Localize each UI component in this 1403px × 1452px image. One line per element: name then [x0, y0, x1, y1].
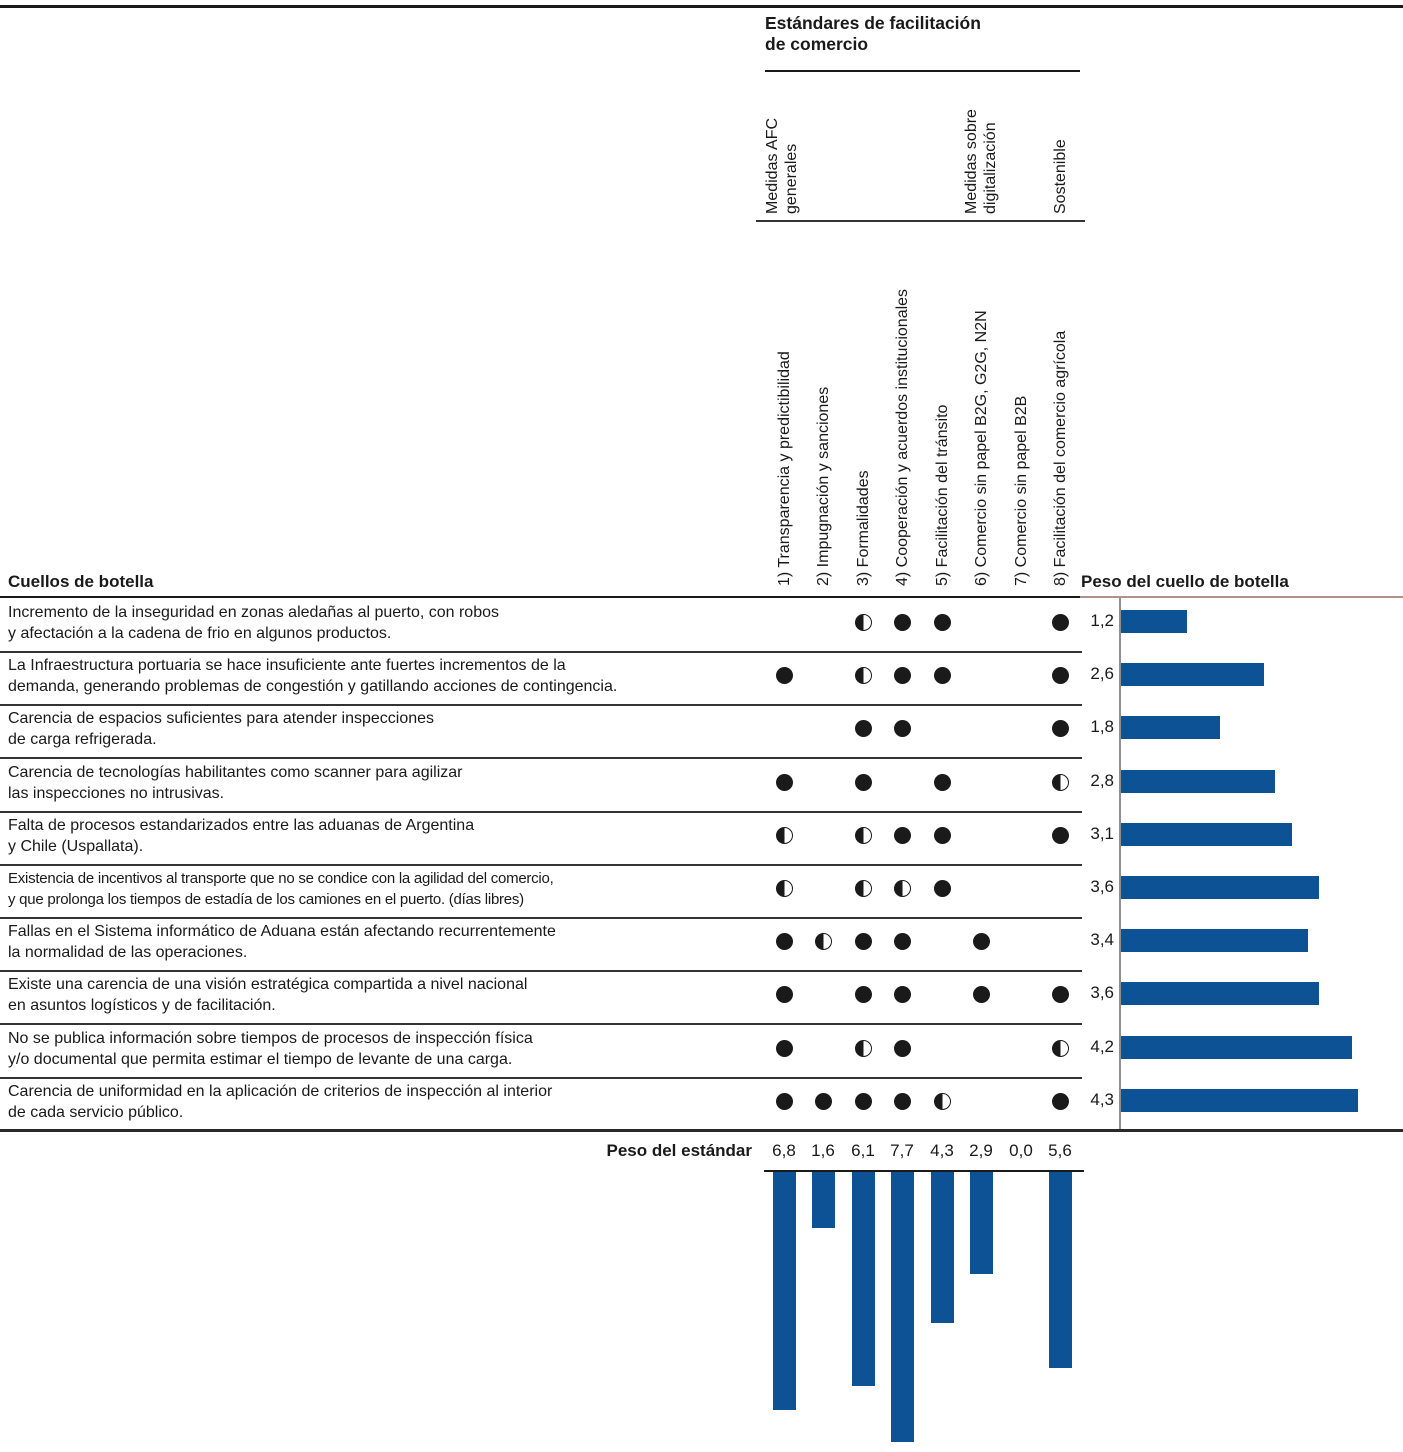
- row-weight-value: 3,1: [1090, 824, 1114, 843]
- bottleneck-label-line: Carencia de tecnologías habilitantes como scanner para agilizar: [8, 764, 463, 781]
- relation-dot-full: [776, 1093, 793, 1110]
- bottleneck-row: [0, 704, 1403, 757]
- bottleneck-label-line: y Chile (Uspallata).: [8, 838, 144, 855]
- column-group-label-line: Medidas sobre: [963, 109, 980, 214]
- row-weight-bar: [1121, 716, 1220, 739]
- bottleneck-label: [8, 762, 770, 804]
- standard-weight-bar: [773, 1172, 796, 1410]
- row-weight-value: 1,8: [1090, 717, 1114, 736]
- relation-dot-full: [855, 720, 872, 737]
- bottleneck-row: [0, 1077, 1403, 1130]
- standard-weight-bar: [931, 1172, 954, 1323]
- column-label: 1) Transparencia y predictibilidad: [775, 351, 793, 586]
- column-label: 3) Formalidades: [854, 470, 872, 586]
- bottleneck-label-line: en asuntos logísticos y de facilitación.: [8, 997, 276, 1014]
- standard-weight-bar: [970, 1172, 993, 1274]
- relation-dot-half: [776, 880, 793, 897]
- relation-dot-half: [855, 880, 872, 897]
- standards-title: [765, 13, 981, 55]
- bottleneck-row: [0, 598, 1403, 651]
- standard-weight-bar: [852, 1172, 875, 1386]
- row-weight-bar: [1121, 982, 1319, 1005]
- row-weight-bar: [1121, 1036, 1352, 1059]
- relation-dot-full: [934, 827, 951, 844]
- row-weight-bar: [1121, 876, 1319, 899]
- standards-title-line1: Estándares de facilitación: [765, 13, 981, 33]
- row-weight-value: 2,8: [1090, 771, 1114, 790]
- bottleneck-label-line: y/o documental que permita estimar el tiempo de levante de una carga.: [8, 1051, 513, 1068]
- bottleneck-label-line: Carencia de espacios suficientes para atender inspecciones: [8, 710, 435, 727]
- relation-dot-full: [815, 1093, 832, 1110]
- relation-dot-full: [934, 880, 951, 897]
- bottleneck-row: [0, 917, 1403, 970]
- relation-dot-half: [855, 827, 872, 844]
- relation-dot-full: [934, 774, 951, 791]
- row-weight-value: 3,4: [1090, 930, 1114, 949]
- relation-dot-full: [894, 1093, 911, 1110]
- bottleneck-label: [8, 655, 770, 697]
- relation-dot-full: [894, 827, 911, 844]
- standards-title-line2: de comercio: [765, 34, 869, 54]
- relation-dot-half: [815, 933, 832, 950]
- column-group-label: [1051, 139, 1070, 214]
- standard-weight-value: 6,8: [772, 1141, 796, 1160]
- relation-dot-half: [855, 614, 872, 631]
- bottleneck-label-line: Incremento de la inseguridad en zonas aledañas al puerto, con robos: [8, 604, 499, 621]
- bottleneck-label: [8, 921, 770, 963]
- standard-weight-header: Peso del estándar: [606, 1141, 752, 1160]
- standard-weight-value: 5,6: [1048, 1141, 1072, 1160]
- relation-dot-half: [776, 827, 793, 844]
- bottleneck-label-line: y que prolonga los tiempos de estadía de los camiones en el puerto. (días libres): [8, 891, 524, 908]
- relation-dot-full: [776, 667, 793, 684]
- bottleneck-row: [0, 758, 1403, 811]
- relation-dot-full: [855, 1093, 872, 1110]
- column-label: 4) Cooperación y acuerdos institucionales: [893, 288, 911, 586]
- relation-dot-full: [894, 667, 911, 684]
- column-label: 2) Impugnación y sanciones: [814, 386, 832, 586]
- bottleneck-label: [8, 602, 770, 644]
- relation-dot-half: [855, 1040, 872, 1057]
- column-group-label-line: digitalización: [982, 122, 999, 214]
- bottleneck-label-line: la normalidad de las operaciones.: [8, 944, 248, 961]
- standard-weight-value: 1,6: [811, 1141, 835, 1160]
- relation-dot-full: [776, 986, 793, 1003]
- bottleneck-label: [8, 815, 770, 857]
- row-weight-bar: [1121, 1089, 1358, 1112]
- relation-dot-half: [894, 880, 911, 897]
- standards-title-underline: [765, 70, 1080, 72]
- row-weight-bar: [1121, 610, 1187, 633]
- relation-dot-full: [855, 774, 872, 791]
- relation-dot-full: [776, 933, 793, 950]
- row-weight-header: Peso del cuello de botella: [1081, 572, 1289, 591]
- row-weight-bar: [1121, 823, 1292, 846]
- column-group-label-line: Medidas AFC: [764, 117, 781, 214]
- relation-dot-full: [894, 933, 911, 950]
- bottleneck-label: [8, 708, 770, 750]
- standard-weight-value: 2,9: [969, 1141, 993, 1160]
- row-weight-value: 1,2: [1090, 611, 1114, 630]
- bottleneck-label-line: de cada servicio público.: [8, 1104, 184, 1121]
- relation-dot-full: [855, 933, 872, 950]
- relation-dot-half: [934, 1093, 951, 1110]
- standard-weight-value: 0,0: [1009, 1141, 1033, 1160]
- standard-weight-bar: [1049, 1172, 1072, 1368]
- row-weight-bar: [1121, 663, 1264, 686]
- bottleneck-label: [8, 1028, 770, 1070]
- top-rule: [0, 5, 1403, 8]
- relation-dot-full: [894, 986, 911, 1003]
- bottleneck-label: [8, 1081, 770, 1123]
- column-group-label: [962, 109, 1000, 214]
- relation-dot-full: [934, 614, 951, 631]
- relation-dot-full: [776, 774, 793, 791]
- bottleneck-row: [0, 651, 1403, 704]
- relation-dot-full: [973, 933, 990, 950]
- bottleneck-label-line: de carga refrigerada.: [8, 731, 157, 748]
- row-weight-bar: [1121, 770, 1275, 793]
- relation-dot-full: [894, 1040, 911, 1057]
- standard-weight-value: 4,3: [930, 1141, 954, 1160]
- bottleneck-row: [0, 811, 1403, 864]
- column-group-label-line: Sostenible: [1051, 139, 1069, 214]
- bottleneck-label-line: las inspecciones no intrusivas.: [8, 785, 225, 802]
- bottleneck-label-line: Falta de procesos estandarizados entre las aduanas de Argentina: [8, 817, 475, 834]
- relation-dot-full: [934, 667, 951, 684]
- standard-weight-value: 7,7: [890, 1141, 914, 1160]
- row-weight-value: 3,6: [1090, 877, 1114, 896]
- bottleneck-label: [8, 974, 770, 1016]
- bottleneck-label-line: Carencia de uniformidad en la aplicación de criterios de inspección al interior: [8, 1083, 553, 1100]
- column-label: 5) Facilitación del tránsito: [933, 404, 951, 586]
- column-label: 6) Comercio sin papel B2G, G2G, N2N: [972, 310, 990, 586]
- bottleneck-label-line: Fallas en el Sistema informático de Aduana están afectando recurrentemente: [8, 923, 556, 940]
- bottleneck-row: [0, 1024, 1403, 1077]
- row-weight-value: 3,6: [1090, 983, 1114, 1002]
- standard-weight-bar: [891, 1172, 914, 1442]
- row-weight-value: 2,6: [1090, 664, 1114, 683]
- relation-dot-full: [973, 986, 990, 1003]
- standard-weight-bar: [812, 1172, 835, 1228]
- relation-dot-full: [855, 986, 872, 1003]
- relation-dot-half: [855, 667, 872, 684]
- relation-dot-full: [776, 1040, 793, 1057]
- bottleneck-label-line: No se publica información sobre tiempos de procesos de inspección física: [8, 1030, 533, 1047]
- bottleneck-row: [0, 970, 1403, 1023]
- relation-dot-full: [894, 614, 911, 631]
- bottlenecks-header: Cuellos de botella: [8, 572, 154, 591]
- column-label: 8) Facilitación del comercio agrícola: [1051, 330, 1069, 586]
- bottleneck-label-line: La Infraestructura portuaria se hace insuficiente ante fuertes incrementos de la: [8, 657, 566, 674]
- column-label: 7) Comercio sin papel B2B: [1012, 395, 1030, 586]
- bottleneck-label-line: Existencia de incentivos al transporte que no se condice con la agilidad del comercio,: [8, 870, 554, 887]
- standard-weight-value: 6,1: [851, 1141, 875, 1160]
- bottleneck-label-line: demanda, generando problemas de congestión y gatillando acciones de contingencia.: [8, 678, 618, 695]
- bottleneck-label: [8, 868, 770, 910]
- column-group-label: [763, 118, 801, 214]
- row-weight-value: 4,2: [1090, 1037, 1114, 1056]
- row-weight-bar: [1121, 929, 1308, 952]
- bottleneck-label-line: Existe una carencia de una visión estratégica compartida a nivel nacional: [8, 976, 528, 993]
- row-weight-value: 4,3: [1090, 1090, 1114, 1109]
- bottleneck-row: [0, 864, 1403, 917]
- column-group-label-line: generales: [783, 143, 800, 214]
- group-underline: [756, 220, 1085, 222]
- bottleneck-label-line: y afectación a la cadena de frio en algunos productos.: [8, 625, 392, 642]
- relation-dot-full: [894, 720, 911, 737]
